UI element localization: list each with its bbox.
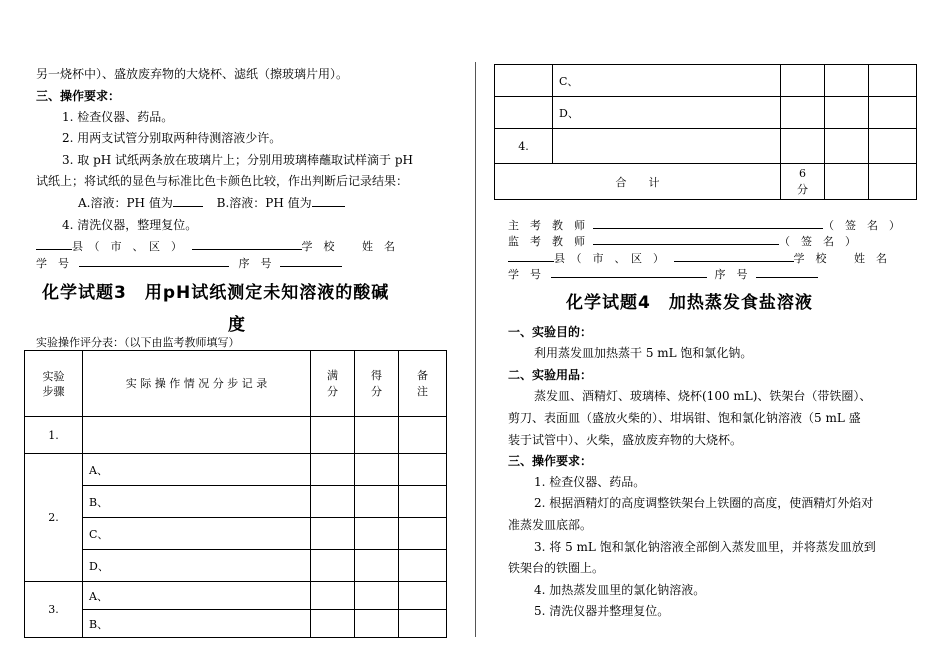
note-cell[interactable]: [399, 550, 447, 582]
record-cell[interactable]: [83, 417, 311, 454]
header-full-score: 满分: [311, 351, 355, 417]
total-label: 合 计: [495, 164, 781, 200]
text-line: 3. 将 5 mL 饱和氯化钠溶液全部倒入蒸发皿里，并将蒸发皿放到: [534, 540, 876, 554]
section-heading: 三、操作要求：: [508, 454, 593, 468]
name-label: 姓 名: [854, 252, 887, 265]
text-line: 剪刀、表面皿（盛放火柴的）、坩埚钳、饱和氯化钠溶液（5 mL 盛: [508, 411, 861, 425]
county-blank[interactable]: [36, 238, 72, 250]
score-cell[interactable]: [355, 550, 399, 582]
section-heading: 二、实验用品：: [508, 368, 593, 382]
full-score-cell: [311, 454, 355, 486]
school-label: 学 校: [793, 252, 827, 265]
text-line: 4. 加热蒸发皿里的氯化钠溶液。: [534, 583, 706, 597]
record-cell[interactable]: A、: [83, 582, 311, 610]
text-line: 另一烧杯中）、盛放废弃物的大烧杯、滤纸（擦玻璃片用）。: [36, 67, 349, 81]
seq-no-label: 序 号: [238, 257, 272, 270]
seq-no-blank[interactable]: [280, 255, 342, 267]
score-table-continued: [494, 64, 917, 200]
note-cell[interactable]: [869, 65, 917, 97]
header-note: 备注: [399, 351, 447, 417]
text-line: 5. 清洗仪器并整理复位。: [534, 604, 670, 618]
note-cell[interactable]: [399, 582, 447, 610]
score-cell[interactable]: [355, 454, 399, 486]
header-process: 实 际 操 作 情 况 分 步 记 录: [83, 351, 311, 417]
text-line: 蒸发皿、酒精灯、玻璃棒、烧杯(100 mL)、铁架台（带铁圈）、: [534, 389, 872, 403]
score-cell[interactable]: [355, 417, 399, 454]
student-no-blank[interactable]: [551, 266, 707, 278]
result-a-label: A.溶液：PH 值为: [78, 196, 173, 210]
score-cell[interactable]: [355, 582, 399, 610]
record-cell[interactable]: C、: [83, 518, 311, 550]
section-heading: 三、操作要求：: [36, 89, 121, 103]
sign-note: （ 签 名 ）: [823, 219, 900, 232]
note-cell[interactable]: [399, 610, 447, 638]
full-score-cell: [781, 129, 825, 164]
score-cell[interactable]: [825, 129, 869, 164]
score-cell[interactable]: [825, 164, 869, 200]
text-line: 4. 清洗仪器，整理复位。: [62, 218, 198, 232]
score-table: [24, 350, 447, 638]
result-a-blank[interactable]: [173, 195, 203, 207]
record-cell[interactable]: C、: [553, 65, 781, 97]
student-no-blank[interactable]: [79, 255, 229, 267]
exam-title-cont: 度: [228, 315, 246, 335]
step-cell: [495, 97, 553, 129]
text-line: 铁架台的铁圈上。: [508, 561, 605, 575]
info-line: [508, 266, 818, 282]
record-cell[interactable]: B、: [83, 610, 311, 638]
step-cell: 4.: [495, 129, 553, 164]
result-line: [78, 194, 345, 211]
text-line: 2. 用两支试管分别取两种待测溶液少许。: [62, 131, 282, 145]
full-score-cell: [311, 518, 355, 550]
note-cell[interactable]: [399, 454, 447, 486]
examiner-label: 主 考 教 师: [508, 219, 585, 232]
step-cell: [495, 65, 553, 97]
sign-note: （ 签 名 ）: [779, 235, 856, 248]
header-step: 实验步骤: [25, 351, 83, 417]
note-cell[interactable]: [399, 417, 447, 454]
step-cell: 2.: [25, 454, 83, 582]
header-score: 得分: [355, 351, 399, 417]
score-cell[interactable]: [825, 65, 869, 97]
proctor-label: 监 考 教 师: [508, 235, 585, 248]
exam-title: 化学试题3 用pH试纸测定未知溶液的酸碱: [42, 283, 390, 303]
step-cell: 1.: [25, 417, 83, 454]
record-cell[interactable]: A、: [83, 454, 311, 486]
full-score-cell: [311, 550, 355, 582]
full-score-cell: [311, 486, 355, 518]
score-cell[interactable]: [355, 486, 399, 518]
full-score-cell: [311, 417, 355, 454]
note-cell[interactable]: [399, 518, 447, 550]
score-cell[interactable]: [355, 518, 399, 550]
full-score-cell: [781, 97, 825, 129]
text-line: 1. 检查仪器、药品。: [62, 110, 174, 124]
record-cell[interactable]: D、: [83, 550, 311, 582]
total-score: 6分: [781, 164, 825, 200]
page-divider: [475, 62, 476, 637]
county-blank[interactable]: [508, 250, 554, 262]
score-cell[interactable]: [825, 97, 869, 129]
full-score-cell: [781, 65, 825, 97]
student-no-label: 学 号: [36, 257, 69, 270]
student-no-label: 学 号: [508, 268, 541, 281]
note-cell[interactable]: [869, 97, 917, 129]
school-blank[interactable]: [674, 250, 794, 262]
signature-line: [508, 217, 900, 233]
result-b-blank[interactable]: [312, 195, 345, 207]
text-line: 利用蒸发皿加热蒸干 5 mL 饱和氯化钠。: [534, 346, 753, 360]
note-cell[interactable]: [869, 129, 917, 164]
record-cell[interactable]: [553, 129, 781, 164]
note-cell[interactable]: [399, 486, 447, 518]
county-label: 县 （ 市 、 区 ）: [72, 240, 182, 253]
name-label: 姓 名: [362, 240, 395, 253]
result-b-label: B.溶液：PH 值为: [216, 196, 312, 210]
full-score-cell: [311, 582, 355, 610]
proctor-signature[interactable]: [593, 233, 779, 245]
county-label: 县 （ 市 、 区 ）: [554, 252, 664, 265]
school-blank[interactable]: [192, 238, 302, 250]
section-heading: 一、实验目的：: [508, 325, 593, 339]
exam-title: 化学试题4 加热蒸发食盐溶液: [566, 293, 813, 313]
table-caption: 实验操作评分表：（以下由监考教师填写）: [36, 336, 240, 349]
seq-no-blank[interactable]: [756, 266, 818, 278]
record-cell[interactable]: D、: [553, 97, 781, 129]
text-line: 3. 取 pH 试纸两条放在玻璃片上；分别用玻璃棒蘸取试样滴于 pH: [62, 153, 414, 167]
info-line: [36, 238, 395, 254]
info-line: [508, 250, 887, 266]
score-cell[interactable]: [355, 610, 399, 638]
examiner-signature[interactable]: [593, 217, 823, 229]
record-cell[interactable]: B、: [83, 486, 311, 518]
text-line: 1. 检查仪器、药品。: [534, 475, 646, 489]
text-line: 准蒸发皿底部。: [508, 518, 593, 532]
school-label: 学 校: [301, 240, 335, 253]
note-cell[interactable]: [869, 164, 917, 200]
info-line: [36, 255, 342, 271]
seq-no-label: 序 号: [714, 268, 748, 281]
text-line: 2. 根据酒精灯的高度调整铁架台上铁圈的高度，使酒精灯外焰对: [534, 496, 874, 510]
text-line: 试纸上；将试纸的显色与标准比色卡颜色比较，作出判断后记录结果：: [36, 174, 409, 188]
signature-line: [508, 233, 856, 249]
full-score-cell: [311, 610, 355, 638]
step-cell: 3.: [25, 582, 83, 638]
text-line: 装于试管中）、火柴，盛放废弃物的大烧杯。: [508, 433, 743, 447]
